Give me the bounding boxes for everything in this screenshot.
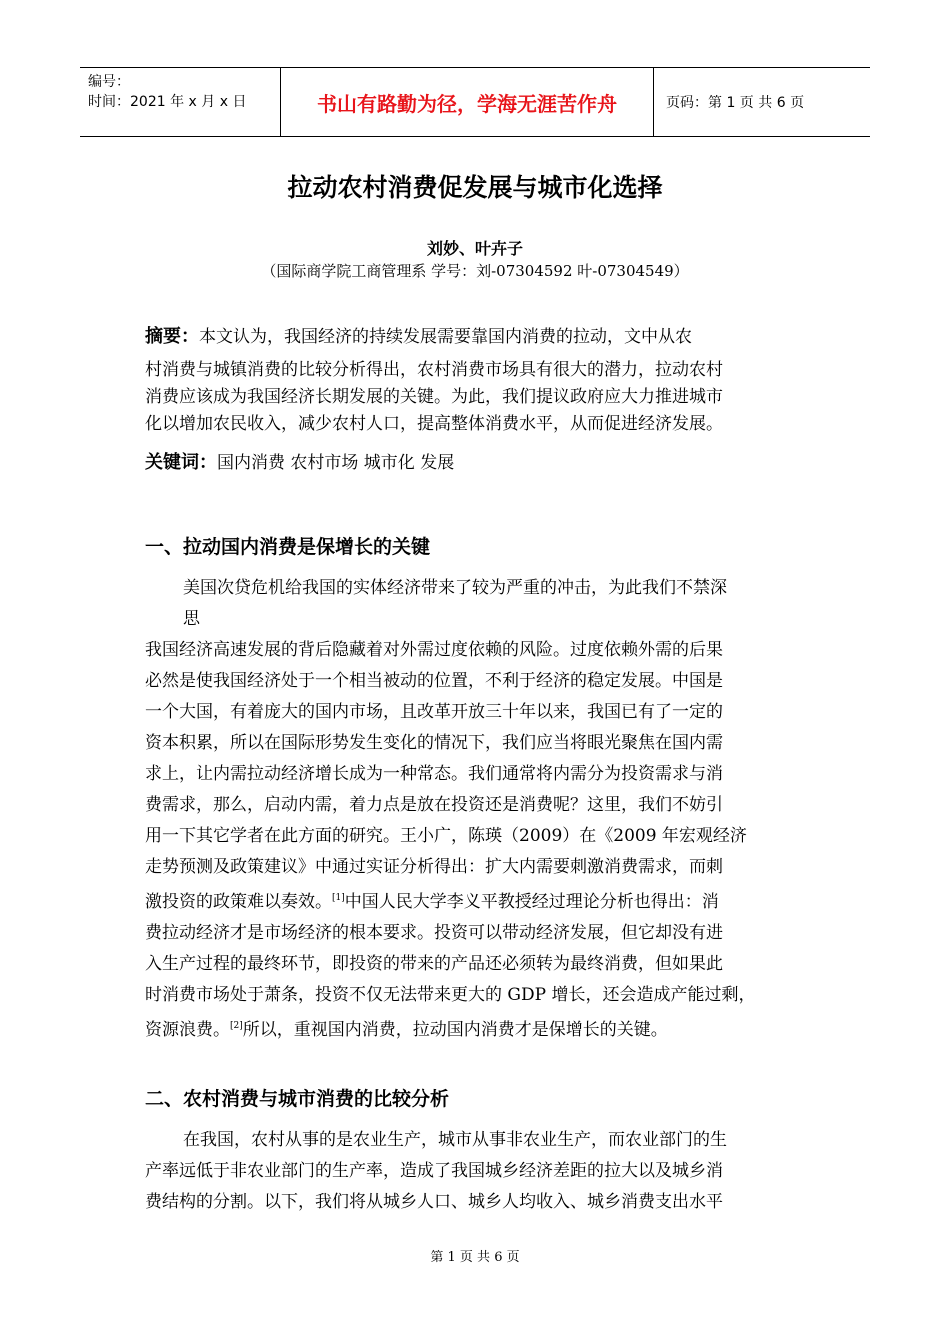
paragraph-line: 费拉动经济才是市场经济的根本要求。投资可以带动经济发展，但它却没有进 xyxy=(145,923,723,943)
keywords xyxy=(145,448,454,474)
document-title: 拉动农村消费促发展与城市化选择 xyxy=(287,173,663,202)
paragraph-line: 美国次贷危机给我国的实体经济带来了较为严重的冲击，为此我们不禁深 xyxy=(183,578,727,598)
paragraph-line xyxy=(145,1011,835,1046)
abstract-label: 摘要： xyxy=(145,326,199,347)
paragraph-line: 一个大国，有着庞大的国内市场，且改革开放三十年以来，我国已有了一定的 xyxy=(145,702,723,722)
paragraph-line: 入生产过程的最终环节，即投资的带来的产品还必须转为最终消费，但如果此 xyxy=(145,954,723,974)
section1-body xyxy=(145,573,835,1046)
keywords-text: 国内消费 农村市场 城市化 发展 xyxy=(217,453,455,473)
authors: 刘妙、叶卉子 xyxy=(426,239,523,258)
paragraph-line: 必然是使我国经济处于一个相当被动的位置，不利于经济的稳定发展。中国是 xyxy=(145,671,723,691)
paragraph-line: 时消费市场处于萧条，投资不仅无法带来更大的 GDP 增长，还会造成产能过剩， xyxy=(145,985,756,1005)
paragraph-line: 思 xyxy=(183,609,200,629)
paragraph-line: 求上，让内需拉动经济增长成为一种常态。我们通常将内需分为投资需求与消 xyxy=(145,764,723,784)
paragraph-line: 产率远低于非农业部门的生产率，造成了我国城乡经济差距的拉大以及城乡消 xyxy=(145,1161,723,1181)
abstract-line: 消费应该成为我国经济长期发展的关键。为此，我们提议政府应大力推进城市 xyxy=(145,387,723,407)
abstract-line: 化以增加农民收入，减少农村人口，提高整体消费水平，从而促进经济发展。 xyxy=(145,414,723,434)
section2-heading: 二、农村消费与城市消费的比较分析 xyxy=(145,1088,450,1110)
paragraph-line: 费结构的分割。以下，我们将从城乡人口、城乡人均收入、城乡消费支出水平 xyxy=(145,1192,723,1212)
abstract-line: 村消费与城镇消费的比较分析得出，农村消费市场具有很大的潜力，拉动农村 xyxy=(145,360,723,380)
paragraph-line: 费需求，那么，启动内需，着力点是放在投资还是消费呢？这里，我们不妨引 xyxy=(145,795,723,815)
motto: 书山有路勤为径，学海无涯苦作舟 xyxy=(281,68,654,136)
affiliation: （国际商学院工商管理系 学号：刘-07304592 叶-07304549） xyxy=(261,262,689,280)
citation-1: [1] xyxy=(332,893,345,903)
text-run: 中国人民大学李义平教授经过理论分析也得出：消 xyxy=(344,892,719,912)
citation-2: [2] xyxy=(230,1021,243,1031)
abstract-first-line xyxy=(145,322,692,348)
page-footer: 第 1 页 共 6 页 xyxy=(430,1250,520,1265)
abstract-body xyxy=(145,357,825,438)
text-run: 所以，重视国内消费，拉动国内消费才是保增长的关键。 xyxy=(242,1020,668,1040)
keywords-label: 关键词： xyxy=(145,452,217,473)
document-header xyxy=(80,67,870,137)
page-code: 页码：第 1 页 共 6 页 xyxy=(666,95,805,111)
text-run: 资源浪费。 xyxy=(145,1020,230,1040)
paragraph-line: 资本积累，所以在国际形势发生变化的情况下，我们应当将眼光聚焦在国内需 xyxy=(145,733,723,753)
header-info-cell xyxy=(80,68,281,136)
paragraph-line: 我国经济高速发展的背后隐藏着对外需过度依赖的风险。过度依赖外需的后果 xyxy=(145,640,723,660)
abstract-text: 本文认为，我国经济的持续发展需要靠国内消费的拉动，文中从农 xyxy=(199,327,692,347)
number-label: 编号： xyxy=(88,74,130,90)
paragraph-line: 走势预测及政策建议》中通过实证分析得出：扩大内需要刺激消费需求，而刺 xyxy=(145,857,723,877)
paragraph-line: 用一下其它学者在此方面的研究。王小广，陈瑛（2009）在《2009 年宏观经济 xyxy=(145,826,747,846)
paragraph-line xyxy=(145,883,835,918)
text-run: 激投资的政策难以奏效。 xyxy=(145,892,332,912)
date-line: 时间：2021 年 x 月 x 日 xyxy=(88,94,247,110)
section2-body xyxy=(145,1125,835,1218)
paragraph-line: 在我国，农村从事的是农业生产，城市从事非农业生产，而农业部门的生 xyxy=(183,1130,727,1150)
section1-heading: 一、拉动国内消费是保增长的关键 xyxy=(145,536,431,558)
